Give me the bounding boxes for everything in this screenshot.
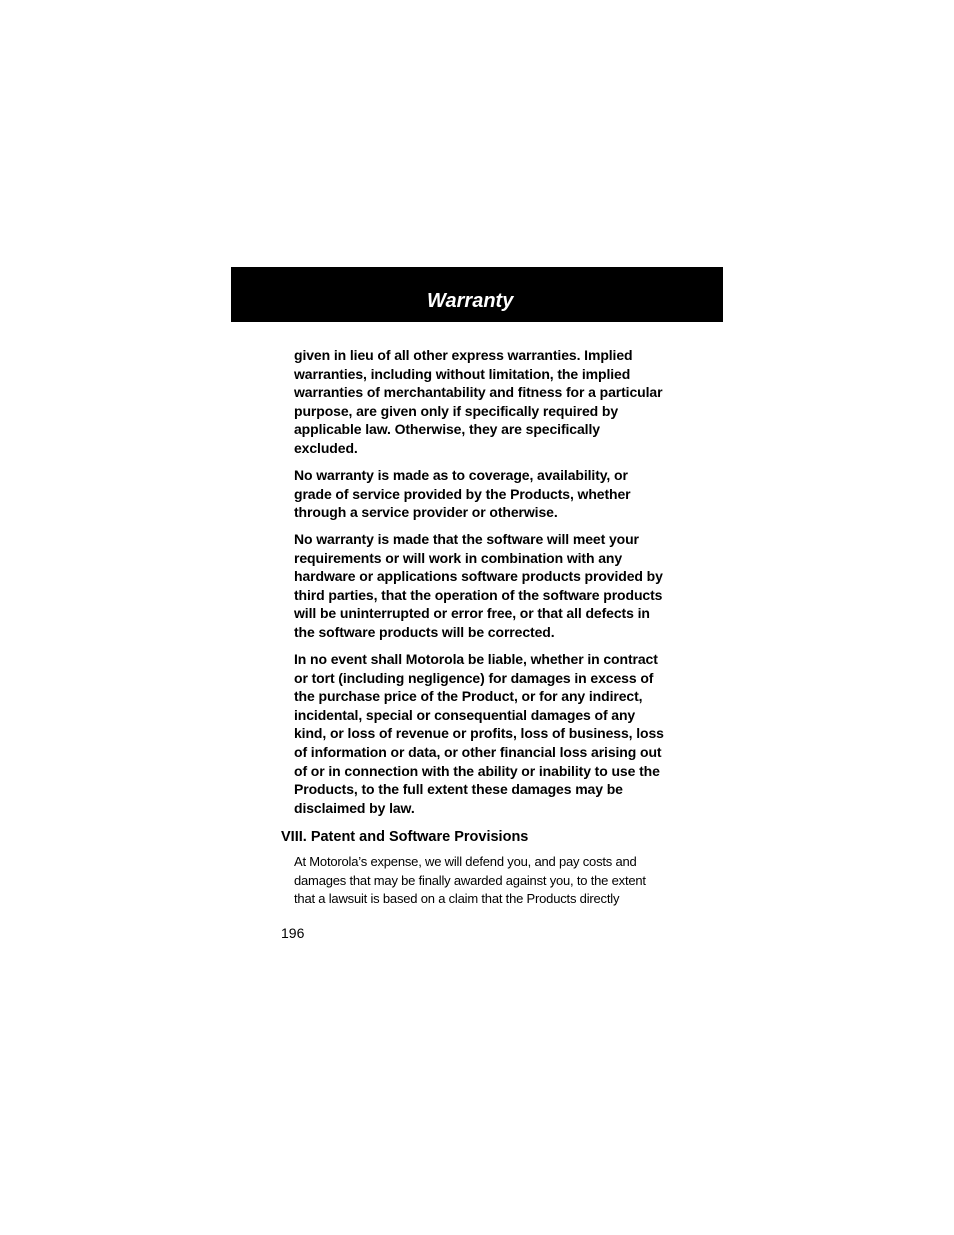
paragraph-coverage: No warranty is made as to coverage, availability, or grade of service provided by the Products, whether through a service provider or otherwise.	[294, 467, 631, 521]
section-heading: VIII. Patent and Software Provisions	[281, 829, 529, 845]
paragraph-liability: In no event shall Motorola be liable, whether in contract or tort (including negligence) for damages in excess of the purchase price of the Product, or for any indirect, incidental, special or consequential damages of any kind, or loss of revenue or profits, loss of business, loss of information or data, or other financial loss arising out of or in connection with the ability or inability to use the Products, to the full extent these damages may be disclaimed by law.	[294, 651, 664, 816]
header-bar	[231, 267, 723, 322]
paragraph-implied-warranties: given in lieu of all other express warranties. Implied warranties, including without limitation, the implied warranties of merchantability and fitness for a particular purpose, are given only if specifically required by applicable law. Otherwise, they are specifically excluded.	[294, 347, 663, 456]
page-title: Warranty	[427, 290, 514, 312]
section-text: At Motorola’s expense, we will defend you, and pay costs and damages that may be finally awarded against you, to the extent that a lawsuit is based on a claim that the Products directly	[294, 854, 646, 907]
page-number: 196	[281, 925, 305, 941]
paragraph-software: No warranty is made that the software will meet your requirements or will work in combination with any hardware or applications software products provided by third parties, that the operation of the software products will be uninterrupted or error free, or that all defects in the software products will be corrected.	[294, 531, 663, 640]
